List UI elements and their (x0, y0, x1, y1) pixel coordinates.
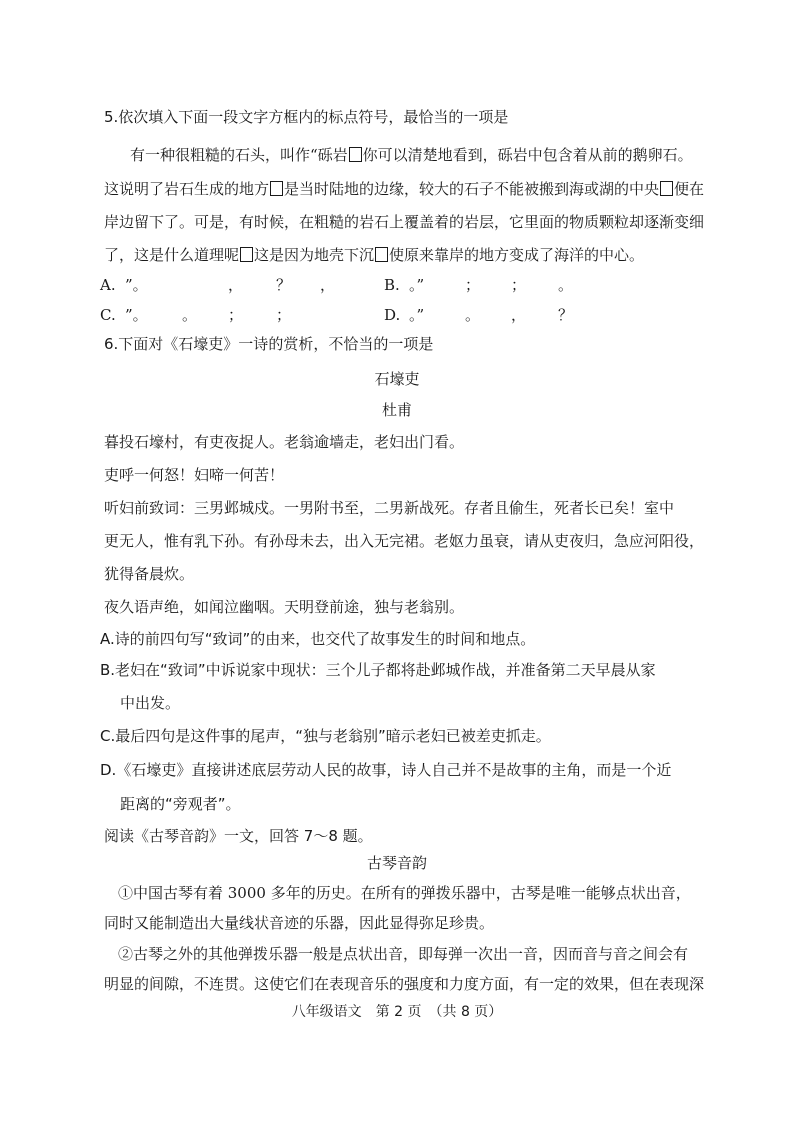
page-footer: 八年级语文 第 2 页 （共 8 页） (291, 1004, 503, 1020)
q5-options-row-2 (0, 305, 794, 325)
option-mark: ； (276, 306, 292, 324)
poem-title: 石壕吏 (374, 370, 420, 388)
option-mark: ？ (276, 276, 292, 294)
option-mark: ”。 (125, 306, 148, 324)
option-mark: ； (228, 306, 244, 324)
passage-line-4 (104, 245, 644, 265)
q6-choice-a: A.诗的前四句写“致词”的由来，也交代了故事发生的时间和地点。 (100, 630, 536, 648)
passage-text: 了，这是什么道理呢 (104, 246, 240, 264)
reading-paragraph-1-line-1: ①中国古琴有着 3000 多年的历史。在所有的弹拨乐器中，古琴是唯一能够点状出音， (118, 884, 691, 902)
passage-text: 这是因为地壳下沉 (254, 246, 375, 264)
passage-text: 使原来靠岸的地方变成了海洋的中心。 (389, 246, 645, 264)
poem-stanza-3-line-3: 犹得备晨炊。 (104, 565, 195, 583)
option-mark: ， (511, 306, 527, 324)
option-mark: ； (511, 276, 527, 294)
passage-line-3: 岸边留下了。可是，有时候，在粗糙的岩石上覆盖着的岩层，它里面的物质颗粒却逐渐变细 (104, 213, 705, 231)
option-mark: ？ (558, 306, 574, 324)
option-mark: ， (320, 276, 336, 294)
option-letter: C. (100, 306, 116, 324)
q6-choice-b-line-1: B.老妇在“致词”中诉说家中现状：三个儿子都将赴邺城作战，并准备第二天早晨从家 (100, 661, 656, 679)
blank-box-5 (375, 247, 388, 262)
blank-box-2 (270, 181, 283, 196)
blank-box-3 (660, 181, 673, 196)
reading-paragraph-2-line-1: ②古琴之外的其他弹拨乐器一般是点状出音，即每弹一次出一音，因而音与音之间会有 (118, 945, 689, 963)
blank-box-4 (240, 247, 253, 262)
option-mark: ， (228, 276, 244, 294)
passage-text: 这说明了岩石生成的地方 (104, 180, 270, 198)
option-mark: 。 (182, 306, 198, 324)
reading-title: 古琴音韵 (366, 854, 427, 872)
poem-stanza-3-line-1: 听妇前致词：三男邺城戍。一男附书至，二男新战死。存者且偷生，死者长已矣！室中 (104, 499, 675, 517)
q6-choice-b-line-2: 中出发。 (120, 694, 181, 712)
reading-paragraph-2-line-2: 明显的间隙，不连贯。这使它们在表现音乐的强度和力度方面，有一定的效果，但在表现深 (104, 975, 705, 993)
passage-text: 有一种很粗糙的石头，叫作“砾岩 (130, 146, 348, 164)
passage-line-2 (104, 179, 704, 199)
reading-instruction: 阅读《古琴音韵》一文，回答 7～8 题。 (104, 827, 373, 845)
q5-options-row-1 (0, 275, 794, 295)
poem-stanza-4: 夜久语声绝，如闻泣幽咽。天明登前途，独与老翁别。 (104, 598, 465, 616)
passage-text: 你可以清楚地看到，砾岩中包含着从前的鹅卵石。 (362, 146, 693, 164)
blank-box-1 (349, 147, 362, 162)
poem-stanza-1: 暮投石壕村，有吏夜捉人。老翁逾墙走，老妇出门看。 (104, 433, 465, 451)
q6-choice-d-line-1: D.《石壕吏》直接讲述底层劳动人民的故事，诗人自己并不是故事的主角，而是一个近 (100, 761, 672, 779)
reading-paragraph-1-line-2: 同时又能制造出大量线状音迹的乐器，因此显得弥足珍贵。 (104, 914, 495, 932)
option-mark: 。” (409, 306, 425, 324)
option-mark: 。 (465, 306, 481, 324)
option-letter: D. (384, 306, 401, 324)
passage-text: 便在 (674, 180, 705, 198)
question-5-stem: 5.依次填入下面一段文字方框内的标点符号，最恰当的一项是 (104, 108, 509, 126)
option-letter: B. (384, 276, 400, 294)
option-mark: ”。 (125, 276, 148, 294)
q6-choice-c: C.最后四句是这件事的尾声，“独与老翁别”暗示老妇已被差吏抓走。 (100, 727, 551, 745)
option-mark: 。” (409, 276, 425, 294)
poem-stanza-3-line-2: 更无人，惟有乳下孙。有孙母未去，出入无完裙。老妪力虽衰，请从吏夜归，急应河阳役， (104, 532, 705, 550)
passage-text: 是当时陆地的边缘，较大的石子不能被搬到海或湖的中央 (284, 180, 660, 198)
passage-line-1 (130, 145, 693, 165)
poem-author: 杜甫 (381, 401, 412, 419)
poem-stanza-2: 吏呼一何怒！妇啼一何苦！ (104, 466, 285, 484)
q6-choice-d-line-2: 距离的“旁观者”。 (120, 795, 241, 813)
option-mark: 。 (558, 276, 574, 294)
option-mark: ； (465, 276, 481, 294)
question-6-stem: 6.下面对《石壕吏》一诗的赏析，不恰当的一项是 (104, 335, 434, 353)
option-letter: A. (100, 276, 116, 294)
